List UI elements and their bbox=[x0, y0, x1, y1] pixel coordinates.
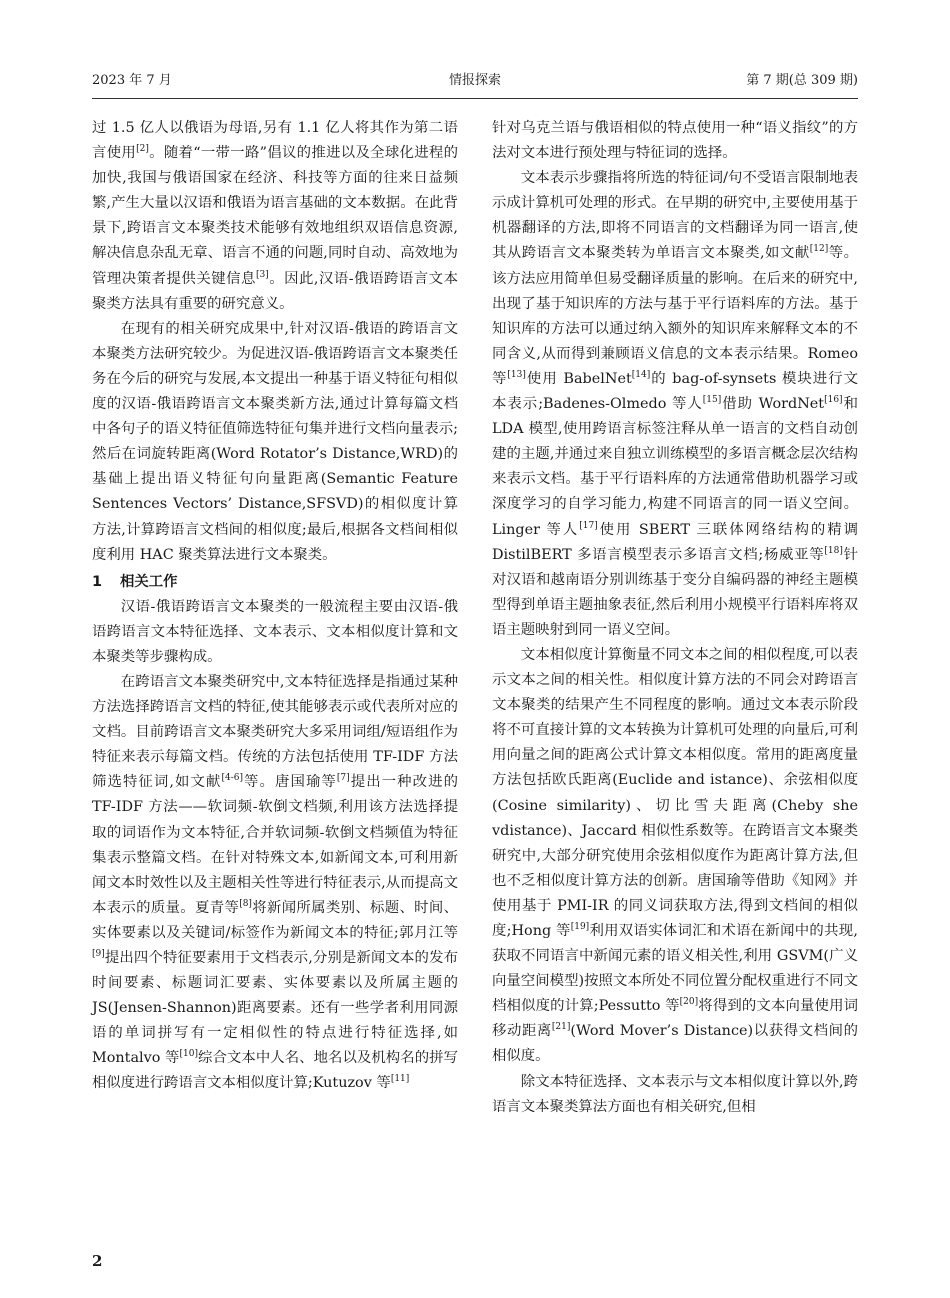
paragraph: 在现有的相关研究成果中,针对汉语-俄语的跨语言文本聚类方法研究较少。为促进汉语-俄语跨语言文本聚类任务在今后的研究与发展,本文提出一种基于语义特征句相似度的汉语-俄语跨语言文本聚类新方法,通过计算每篇文档中各句子的语义特征值筛选特征句集并进行文档向量表示;然后在词旋转距离(Word Rotator’s Distance,WRD)的基础上提出语义特征句向量距离(Semantic Feature Sentences Vectors’ Distance,SFSVD)的相似度计算方法,计算跨语言文档间的相似度;最后,根据各文档间相似度利用 HAC 聚类算法进行文本聚类。 bbox=[92, 320, 458, 563]
section-title: 相关工作 bbox=[120, 573, 178, 590]
paragraph: 文本表示步骤指将所选的特征词/句不受语言限制地表示成计算机可处理的形式。在早期的研究中,主要使用基于机器翻译的方法,即将不同语言的文档翻译为同一语言,使其从跨语言文本聚类转为单语言文本聚类,如文献[12]等。该方法应用简单但易受翻译质量的影响。在后来的研究中,出现了基于知识库的方法与基于平行语料库的方法。基于知识库的方法可以通过纳入额外的知识库来解释文本的不同含义,从而得到兼顾语义信息的文本表示结果。Romeo 等[13]使用 BabelNet[14]的 bag-of-synsets 模块进行文本表示;Badenes-Olmedo 等人[15]借助 WordNet[16]和 LDA 模型,使用跨语言标签注释从单一语言的文档自动创建的主题,并通过来自独立训练模型的多语言概念层次结构来表示文档。基于平行语料库的方法通常借助机器学习或深度学习的自学习能力,构建不同语言的同一语义空间。Linger 等人[17]使用 SBERT 三联体网络结构的精调 DistilBERT 多语言模型表示多语言文档;杨威亚等[18]针对汉语和越南语分别训练基于变分自编码器的神经主题模型得到单语主题抽象表征,然后利用小规模平行语料库将双语主题映射到同一语义空间。 bbox=[492, 170, 858, 638]
header-issue: 第 7 期(总 309 期) bbox=[746, 73, 858, 88]
citation-marker: [15] bbox=[702, 395, 722, 406]
citation-marker: [17] bbox=[579, 520, 598, 531]
paragraph: 除文本特征选择、文本表示与文本相似度计算以外,跨语言文本聚类算法方面也有相关研究,但相 bbox=[492, 1073, 858, 1115]
header-rule bbox=[92, 98, 858, 99]
left-column bbox=[92, 116, 458, 1097]
citation-marker: [13] bbox=[507, 369, 526, 380]
section-heading bbox=[92, 570, 458, 594]
citation-marker: [7] bbox=[336, 773, 350, 784]
citation-marker: [4-6] bbox=[221, 773, 243, 784]
header-date: 2023 年 7 月 bbox=[92, 73, 172, 88]
paragraph: 文本相似度计算衡量不同文本之间的相似程度,可以表示文本之间的相关性。相似度计算方法的不同会对跨语言文本聚类的结果产生不同程度的影响。通过文本表示阶段将不可直接计算的文本转换为计算机可处理的向量后,可利用向量之间的距离公式计算文本相似度。常用的距离度量方法包括欧氏距离(Euclide and istance)、余弦相似度(Cosine similarity)、切比雪夫距离(Cheby she vdistance)、Jaccard 相似性系数等。在跨语言文本聚类研究中,大部分研究使用余弦相似度作为距离计算方法,但也不乏相似度计算方法的创新。唐国瑜等借助《知网》并使用基于 PMI-IR 的同义词获取方法,得到文档间的相似度;Hong 等[19]利用双语实体词汇和术语在新闻中的共现,获取不同语言中新闻元素的语义相关性,利用 GSVM(广义向量空间模型)按照文本所处不同位置分配权重进行不同文档相似度的计算;Pessutto 等[20]将得到的文本向量使用词移动距离[21](Word Mover’s Distance)以获得文档间的相似度。 bbox=[492, 646, 858, 1065]
citation-marker: [3] bbox=[255, 269, 269, 280]
paragraph: 过 1.5 亿人以俄语为母语,另有 1.1 亿人将其作为第二语言使用[2]。随着“一带一路”倡议的推进以及全球化进程的加快,我国与俄语国家在经济、科技等方面的往来日益频繁,产生大量以汉语和俄语为语言基础的文本数据。在此背景下,跨语言文本聚类技术能够有效地组织双语信息资源,解决信息杂乱无章、语言不通的问题,同时自动、高效地为管理决策者提供关键信息[3]。因此,汉语-俄语跨语言文本聚类方法具有重要的研究意义。 bbox=[92, 120, 458, 312]
citation-marker: [9] bbox=[92, 949, 105, 959]
running-header bbox=[92, 70, 858, 92]
citation-marker: [8] bbox=[239, 898, 252, 909]
citation-marker: [21] bbox=[551, 1022, 571, 1033]
paragraph: 针对乌克兰语与俄语相似的特点使用一种“语义指纹”的方法对文本进行预处理与特征词的选择。 bbox=[492, 120, 858, 162]
citation-marker: [11] bbox=[390, 1074, 410, 1085]
citation-marker: [14] bbox=[631, 369, 651, 380]
right-column bbox=[492, 116, 858, 1120]
citation-marker: [2] bbox=[136, 144, 149, 155]
citation-marker: [12] bbox=[809, 244, 829, 255]
paragraph: 汉语-俄语跨语言文本聚类的一般流程主要由汉语-俄语跨语言文本特征选择、文本表示、文本相似度计算和文本聚类等步骤构成。 bbox=[92, 598, 458, 665]
citation-marker: [19] bbox=[570, 922, 590, 932]
section-number: 1 bbox=[92, 573, 103, 590]
paragraph: 在跨语言文本聚类研究中,文本特征选择是指通过某种方法选择跨语言文档的特征,使其能够表示或代表所对应的文档。目前跨语言文本聚类研究大多采用词组/短语组作为特征来表示每篇文档。传统的方法包括使用 TF-IDF 方法筛选特征词,如文献[4-6]等。唐国瑜等[7]提出一种改进的 TF-IDF 方法——软词频-软倒文档频,利用该方法选择提取的词语作为文本特征,合并软词频-软倒文档频值为特征集表示整篇文档。在针对特殊文本,如新闻文本,可利用新闻文本时效性以及主题相关性等进行特征表示,从而提高文本表示的质量。夏青等[8]将新闻所属类别、标题、时间、实体要素以及关键词/标签作为新闻文本的特征;郭月江等[9]提出四个特征要素用于文档表示,分别是新闻文本的发布时间要素、标题词汇要素、实体要素以及所属主题的 JS(Jensen-Shannon)距离要素。还有一些学者利用同源语的单词拼写有一定相似性的特点进行特征选择,如 Montalvo 等[10]综合文本中人名、地名以及机构名的拼写相似度进行跨语言文本相似度计算;Kutuzov 等[11] bbox=[92, 673, 458, 1092]
page-number: 2 bbox=[92, 1252, 103, 1270]
citation-marker: [10] bbox=[179, 1049, 198, 1060]
header-journal: 情报探索 bbox=[448, 73, 501, 88]
citation-marker: [20] bbox=[679, 997, 699, 1008]
citation-marker: [18] bbox=[824, 545, 843, 556]
citation-marker: [16] bbox=[824, 395, 843, 406]
